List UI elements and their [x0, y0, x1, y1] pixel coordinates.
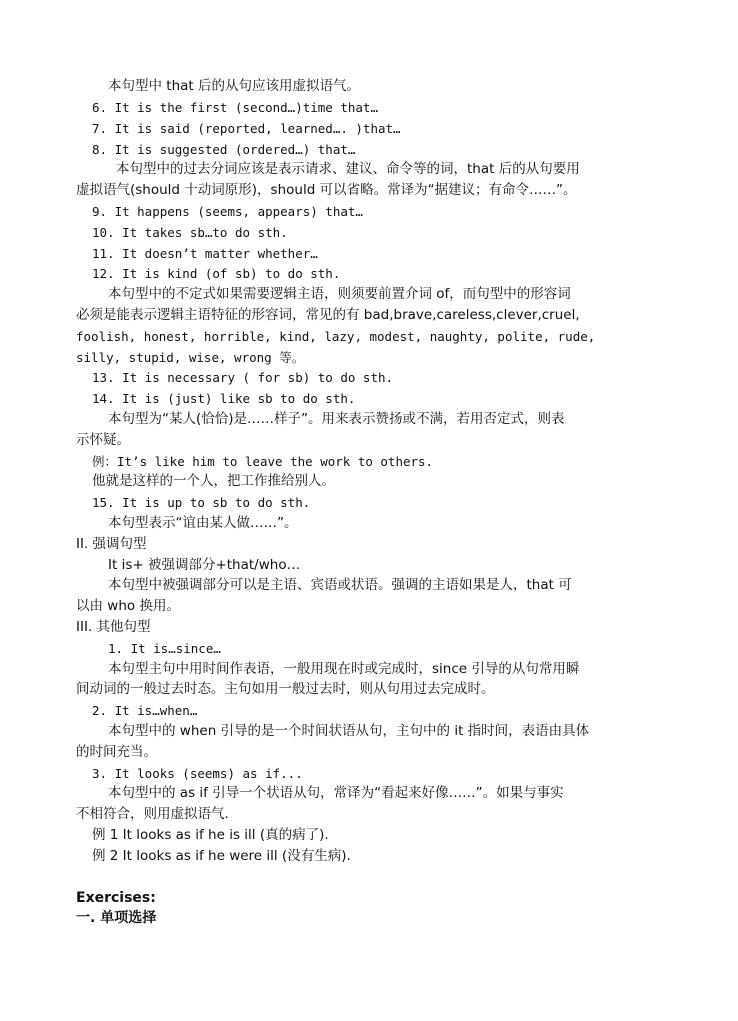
text-line: 13. It is necessary ( for sb) to do sth. — [92, 370, 394, 385]
text-line: 虚拟语气(should 十动词原形)，should 可以省略。常译为“据建议；有命令……”。 — [76, 182, 577, 198]
text-line: 本句型主句中用时间作表语，一般用现在时或完成时，since 引导的从句常用瞬 — [108, 661, 580, 677]
text-line: 11. It doesn’t matter whether… — [92, 246, 318, 261]
text-line: 6. It is the first (second…)time that… — [92, 100, 378, 115]
text-line: 的时间充当。 — [76, 744, 157, 760]
text-line: 不相符合，则用虚拟语气. — [76, 806, 229, 822]
text-line: 12. It is kind (of sb) to do sth. — [92, 266, 341, 281]
section-heading: 一. 单项选择 — [76, 910, 157, 926]
text-line: silly, stupid, wise, wrong 等。 — [76, 350, 305, 365]
text-line: 本句型中的不定式如果需要逻辑主语，则须要前置介词 of，而句型中的形容词 — [108, 286, 571, 302]
text-line: 14. It is (just) like sb to do sth. — [92, 391, 356, 406]
text-line: 间动词的一般过去时态。主句如用一般过去时，则从句用过去完成时。 — [76, 681, 495, 697]
text-line: foolish, honest, horrible, kind, lazy, modest, naughty, polite, rude, — [76, 329, 596, 344]
text-line: 1. It is…since… — [108, 641, 221, 656]
section-heading: III. 其他句型 — [76, 619, 151, 635]
text-line: 必须是能表示逻辑主语特征的形容词，常见的有 bad,brave,careless,clever,cruel, — [76, 307, 580, 323]
text-line: 15. It is up to sb to do sth. — [92, 495, 311, 510]
text-line: 例 1 It looks as if he is ill (真的病了). — [92, 827, 329, 843]
text-line: 他就是这样的一个人，把工作推给别人。 — [92, 473, 335, 489]
text-line: 9. It happens (seems, appears) that… — [92, 204, 363, 219]
text-line: 10. It takes sb…to do sth. — [92, 225, 288, 240]
text-line: 示怀疑。 — [76, 432, 130, 448]
text-line: 本句型中 that 后的从句应该用虚拟语气。 — [108, 78, 360, 94]
text-line: 以由 who 换用。 — [76, 598, 180, 614]
text-line: 8. It is suggested (ordered…) that… — [92, 142, 356, 157]
text-line: 本句型为“某人(恰恰)是……样子”。用来表示赞扬或不满，若用否定式，则表 — [108, 411, 565, 427]
text-line: 本句型中被强调部分可以是主语、宾语或状语。强调的主语如果是人，that 可 — [108, 577, 572, 593]
text-line: 2. It is…when… — [92, 703, 198, 718]
text-line: 例 2 It looks as if he were ill (没有生病). — [92, 848, 351, 864]
text-line: 本句型表示“谊由某人做……”。 — [108, 515, 298, 531]
text-line: 7. It is said (reported, learned…. )that… — [92, 121, 401, 136]
text-line: 本句型中的过去分词应该是表示请求、建议、命令等的词，that 后的从句要用 — [116, 161, 580, 177]
text-line: 3. It looks (seems) as if... — [92, 766, 303, 781]
text-line: 本句型中的 when 引导的是一个时间状语从句，主句中的 it 指时间，表语由具体 — [108, 723, 590, 739]
text-line: It is+ 被强调部分+that/who… — [108, 557, 301, 573]
text-line: 例：It’s like him to leave the work to others. — [92, 454, 434, 469]
exercises-heading: Exercises: — [76, 890, 156, 906]
text-line: 本句型中的 as if 引导一个状语从句，常译为“看起来好像……”。如果与事实 — [108, 785, 564, 801]
section-heading: II. 强调句型 — [76, 536, 147, 552]
